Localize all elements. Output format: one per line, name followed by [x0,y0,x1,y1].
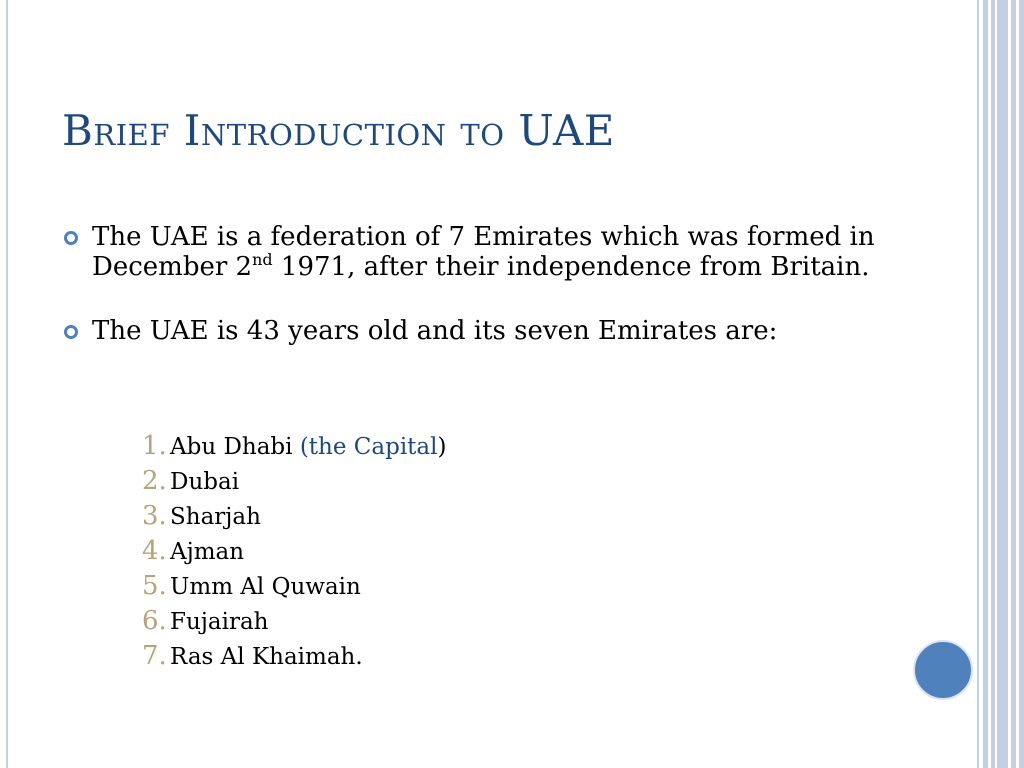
emirate-name: Sharjah [170,504,261,530]
emirate-item [142,429,446,464]
list-number: 6. [142,606,167,636]
emirate-item [142,569,446,604]
list-number: 5. [142,571,167,601]
emirate-item [142,639,446,674]
emirate-name: Umm Al Quwain [170,574,361,600]
frame-stripe [991,0,995,768]
list-number: 3. [142,501,167,531]
emirate-item [142,499,446,534]
ring-bullet-icon [64,325,78,339]
emirate-name: Abu Dhabi [170,434,300,460]
emirate-note: (the Capital [299,434,438,460]
frame-stripe [977,0,979,768]
list-number: 4. [142,536,167,566]
list-number: 2. [142,466,167,496]
bullet-text-part: The UAE is a federation of 7 Emirates which was formed in December 2 [92,222,875,282]
bullet-item [62,222,942,282]
ring-bullet-icon [64,231,78,245]
emirate-name: Dubai [170,469,240,495]
emirate-name: Ajman [170,539,245,565]
frame-left-line [6,0,8,768]
emirates-list [142,429,446,674]
slide-title: Brief Introduction to UAE [62,106,615,155]
circle-decoration [913,640,973,700]
frame-stripe [997,0,1008,768]
list-number: 1. [142,431,167,461]
ordinal-superscript: nd [252,250,273,269]
list-number: 7. [142,641,167,671]
frame-stripe [1019,0,1024,768]
bullet-text: The UAE is 43 years old and its seven Emirates are: [92,316,778,346]
bullet-list [62,222,942,346]
frame-stripe [983,0,988,768]
emirate-name: Ras Al Khaimah. [170,644,363,670]
bullet-text [92,222,942,282]
emirate-suffix: ) [437,434,447,460]
emirate-item [142,534,446,569]
emirate-name: Fujairah [170,609,269,635]
bullet-text-part: 1971, after their independence from Britain. [272,252,870,282]
bullet-item [62,316,942,346]
frame-stripe [1011,0,1016,768]
emirate-item [142,604,446,639]
emirate-item [142,464,446,499]
